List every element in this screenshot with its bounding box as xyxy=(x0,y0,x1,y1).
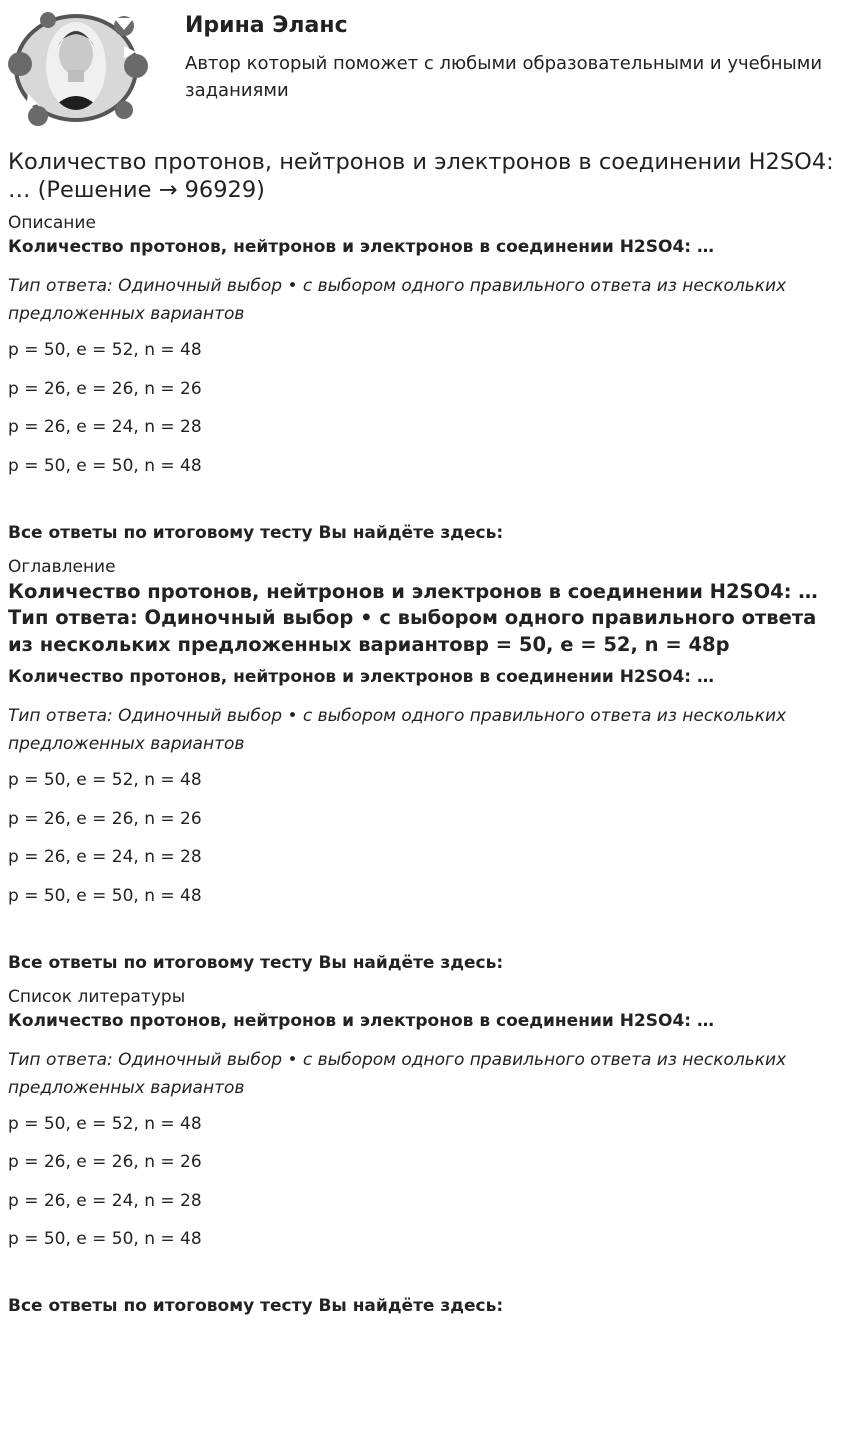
answer-option: p = 26, e = 24, n = 28 xyxy=(8,847,202,867)
question-text: Количество протонов, нейтронов и электронов в соединении H2SO4: … xyxy=(8,237,714,257)
page-title: Количество протонов, нейтронов и электронов в соединении H2SO4: … (Решение → 96929) xyxy=(8,149,834,203)
author-description: Автор который поможет с любыми образовательными и учебными заданиями xyxy=(185,53,823,101)
answer-option: p = 50, e = 52, n = 48 xyxy=(8,770,202,790)
all-answers-link-text: Все ответы по итоговому тесту Вы найдёте здесь: xyxy=(8,952,504,973)
answer-option: p = 26, e = 26, n = 26 xyxy=(8,1152,202,1172)
section-label-toc: Оглавление xyxy=(8,556,116,577)
all-answers-link-text: Все ответы по итоговому тесту Вы найдёте здесь: xyxy=(8,522,504,543)
answer-option: p = 50, e = 50, n = 48 xyxy=(8,1229,202,1249)
answer-option: p = 50, e = 52, n = 48 xyxy=(8,1113,202,1134)
question-type: Тип ответа: Одиночный выбор • с выбором одного правильного ответа из нескольких предложенных вариантов xyxy=(8,276,787,324)
question-text: Количество протонов, нейтронов и электронов в соединении H2SO4: … xyxy=(8,1010,714,1031)
question-type: Тип ответа: Одиночный выбор • с выбором одного правильного ответа из нескольких предложенных вариантов xyxy=(8,706,787,754)
answer-option: p = 50, e = 52, n = 48 xyxy=(8,340,202,360)
main-content xyxy=(8,148,840,1328)
author-name[interactable]: Ирина Эланс xyxy=(185,13,348,38)
author-avatar[interactable] xyxy=(6,6,152,128)
answer-option: p = 26, e = 26, n = 26 xyxy=(8,378,202,399)
section-label-references: Список литературы xyxy=(8,986,186,1007)
answer-option: p = 26, e = 24, n = 28 xyxy=(8,1190,202,1211)
author-header xyxy=(0,0,847,130)
answer-option: p = 26, e = 26, n = 26 xyxy=(8,808,202,829)
all-answers-link-text: Все ответы по итоговому тесту Вы найдёте здесь: xyxy=(8,1296,504,1316)
toc-heading: Количество протонов, нейтронов и электронов в соединении H2SO4: …Тип ответа: Одиночный выбор • с выбором одного правильного ответа из нескольких предложенных вариантовр = 50, e = 52, n = 48р xyxy=(8,579,818,656)
answer-option: p = 26, e = 24, n = 28 xyxy=(8,417,202,437)
answer-option: p = 50, e = 50, n = 48 xyxy=(8,885,202,906)
question-type: Тип ответа: Одиночный выбор • с выбором одного правильного ответа из нескольких предложенных вариантов xyxy=(8,1049,787,1098)
answer-option: p = 50, e = 50, n = 48 xyxy=(8,455,202,476)
question-text: Количество протонов, нейтронов и электронов в соединении H2SO4: … xyxy=(8,667,714,687)
section-label-description: Описание xyxy=(8,213,96,233)
